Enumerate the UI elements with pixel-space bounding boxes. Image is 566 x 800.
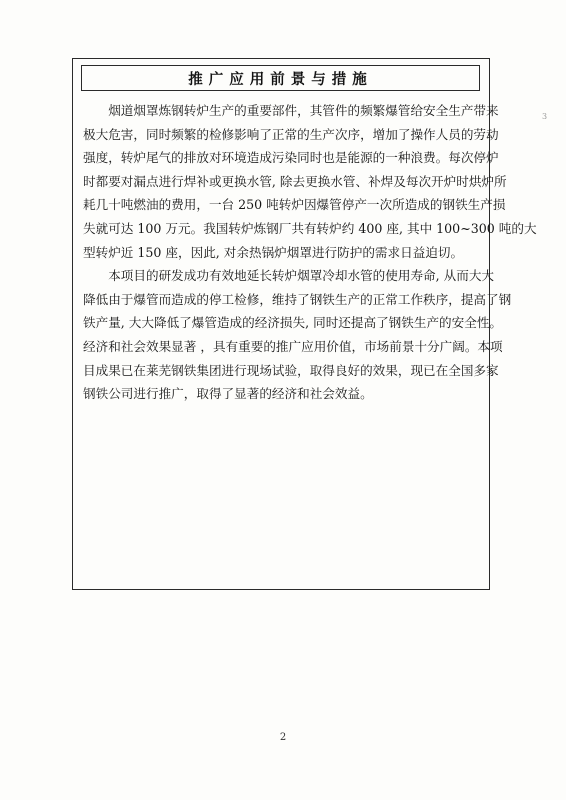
bleed-through-text xyxy=(70,600,500,626)
paragraph-line: 时都要对漏点进行焊补或更换水管, 除去更换水管、补焊及每次开炉时烘炉所 xyxy=(83,173,507,189)
paragraph-line: 失就可达 100 万元。我国转炉炼钢厂共有转炉约 400 座, 其中 100~300 吨的大 xyxy=(83,220,537,236)
paragraph-line: 极大危害，同时频繁的检修影响了正常的生产次序，增加了操作人员的劳动 xyxy=(83,126,499,142)
paragraph-line: 经济和社会效果显著 ，具有重要的推广应用价值，市场前景十分广阔。本项 xyxy=(83,338,503,354)
paragraph-line: 降低由于爆管而造成的停工检修，维持了钢铁生产的正常工作秩序，提高了钢 xyxy=(83,291,512,307)
paragraph-line: 目成果已在莱芜钢铁集团进行现场试验，取得良好的效果，现已在全国多家 xyxy=(83,362,499,378)
paragraph-line: 本项目的研发成功有效地延长转炉烟罩冷却水管的使用寿命, 从而大大 xyxy=(108,268,495,284)
section-title: 推广应用前景与措施 xyxy=(188,71,373,88)
paragraph-line: 强度，转炉尾气的排放对环境造成污染同时也是能源的一种浪费。每次停炉 xyxy=(83,150,499,166)
paragraph-line: 耗几十吨燃油的费用，一台 250 吨转炉因爆管停产一次所造成的钢铁生产损 xyxy=(83,197,506,213)
page-number: 2 xyxy=(279,732,287,743)
paragraph-line: 钢铁公司进行推广，取得了显著的经济和社会效益。 xyxy=(83,386,373,402)
content-frame xyxy=(72,58,537,590)
paragraph-1 xyxy=(83,99,537,264)
body-text xyxy=(83,99,537,406)
paragraph-line: 型转炉近 150 座，因此, 对余热锅炉烟罩进行防护的需求日益迫切。 xyxy=(83,244,464,260)
title-box xyxy=(81,65,480,91)
paragraph-line: 烟道烟罩炼钢转炉生产的重要部件，其管件的频繁爆管给安全生产带来 xyxy=(108,103,499,118)
paragraph-line: 铁产量, 大大降低了爆管造成的经济损失, 同时还提高了钢铁生产的安全性。 xyxy=(83,315,503,331)
margin-mark: 3 xyxy=(542,112,548,121)
paragraph-2 xyxy=(83,264,512,406)
